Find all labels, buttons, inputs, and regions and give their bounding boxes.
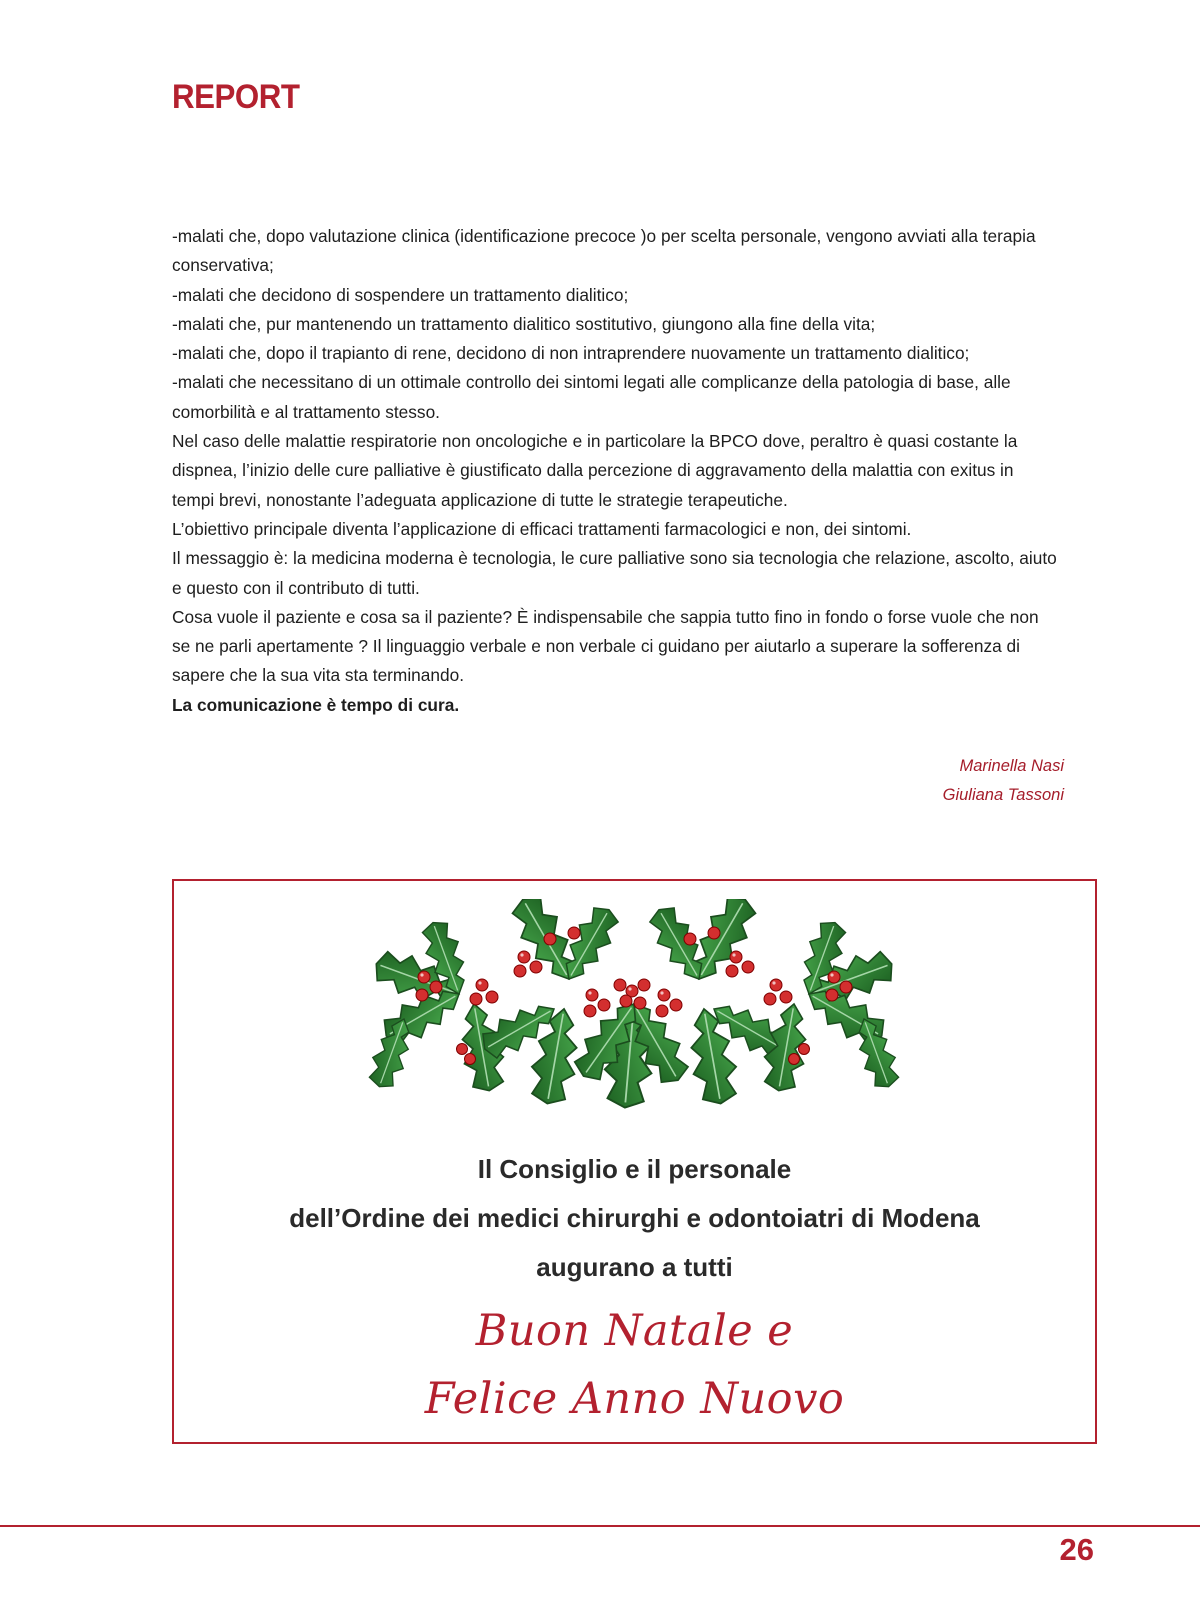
holly-garland-icon: [364, 899, 904, 1109]
greeting-line: augurano a tutti: [536, 1252, 733, 1282]
author-name: Marinella Nasi: [959, 757, 1064, 775]
wish-line: Felice Anno Nuovo: [424, 1374, 845, 1424]
paragraph: Nel caso delle malattie respiratorie non oncologiche e in particolare la BPCO dove, peraltro è quasi costante la dispnea, l’inizio delle cure palliative è giustificato dalla percezione di aggravamento della malattia con exitus in tempi brevi, nonostante l’adeguata applicazione di tutte le strategie terapeutiche.: [172, 431, 1018, 510]
greeting-card: [172, 879, 1097, 1444]
paragraph: -malati che, dopo valutazione clinica (identificazione precoce )o per scelta personale, vengono avviati alla terapia conservativa;: [172, 226, 1036, 276]
wish-line: Buon Natale e: [475, 1306, 794, 1356]
page-number: 26: [1059, 1532, 1094, 1567]
paragraph: L’obiettivo principale diventa l’applicazione di efficaci trattamenti farmacologici e non, dei sintomi.: [172, 518, 912, 539]
paragraph: -malati che decidono di sospendere un trattamento dialitico;: [172, 284, 629, 305]
article-body: [172, 222, 1059, 720]
paragraph: Il messaggio è: la medicina moderna è tecnologia, le cure palliative sono sia tecnologia che relazione, ascolto, aiuto e questo con il contributo di tutti.: [172, 548, 1057, 598]
closing-statement: La comunicazione è tempo di cura.: [172, 694, 460, 715]
footer-divider: [0, 1525, 1200, 1527]
author-signature: [943, 752, 1064, 810]
greeting-line: dell’Ordine dei medici chirurghi e odontoiatri di Modena: [289, 1203, 980, 1233]
greeting-line: Il Consiglio e il personale: [477, 1154, 792, 1184]
section-title: REPORT: [172, 78, 300, 116]
holiday-wishes: [174, 1297, 1095, 1433]
paragraph: -malati che, pur mantenendo un trattamento dialitico sostitutivo, giungono alla fine della vita;: [172, 313, 876, 334]
paragraph: Cosa vuole il paziente e cosa sa il paziente? È indispensabile che sappia tutto fino in fondo o forse vuole che non se ne parli apertamente ? Il linguaggio verbale e non verbale ci guidano per aiutarlo a superare la sofferenza di sapere che la sua vita sta terminando.: [172, 606, 1039, 686]
author-name: Giuliana Tassoni: [942, 786, 1064, 804]
paragraph: -malati che, dopo il trapianto di rene, decidono di non intraprendere nuovamente un trattamento dialitico;: [172, 343, 970, 364]
paragraph: -malati che necessitano di un ottimale controllo dei sintomi legati alle complicanze della patologia di base, alle comorbilità e al trattamento stesso.: [172, 372, 1011, 422]
greeting-message: [174, 1145, 1095, 1292]
